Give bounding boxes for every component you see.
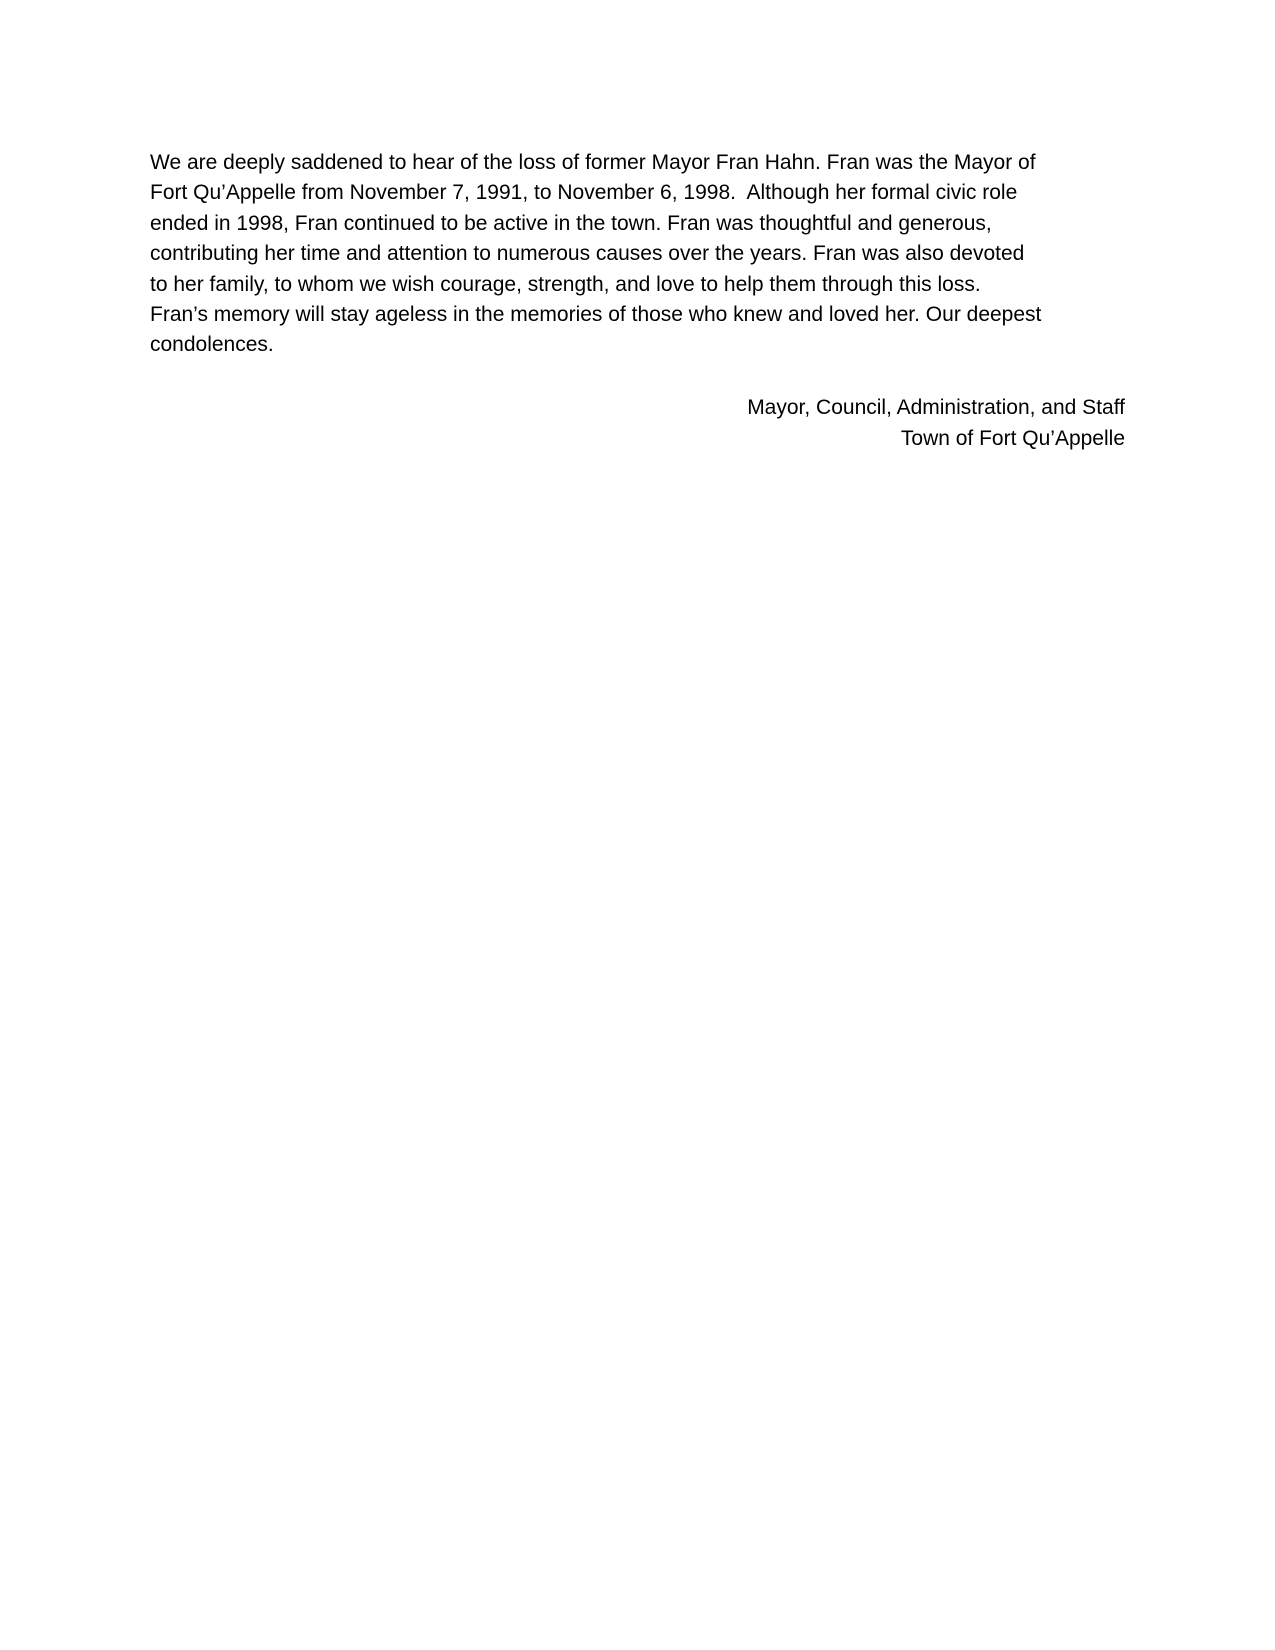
signature-organization: Town of Fort Qu’Appelle [900,427,1125,450]
paragraph-line: contributing her time and attention to numerous causes over the years. Fran was also devoted [150,242,1025,266]
paragraph-line: to her family, to whom we wish courage, strength, and love to help them through this loss. [150,272,981,296]
paragraph-line: ended in 1998, Fran continued to be active in the town. Fran was thoughtful and generous, [150,211,992,235]
paragraph-line: Fort Qu’Appelle from November 7, 1991, to November 6, 1998. Although her formal civic role [150,181,1018,205]
paragraph-line: Fran’s memory will stay ageless in the memories of those who knew and loved her. Our deepest [150,303,1042,327]
condolence-paragraph [150,148,1130,361]
paragraph-line: We are deeply saddened to hear of the loss of former Mayor Fran Hahn. Fran was the Mayor of [150,151,1036,174]
paragraph-line: condolences. [150,333,274,357]
signature-block [525,392,1125,454]
signature-senders: Mayor, Council, Administration, and Staff [747,396,1125,419]
